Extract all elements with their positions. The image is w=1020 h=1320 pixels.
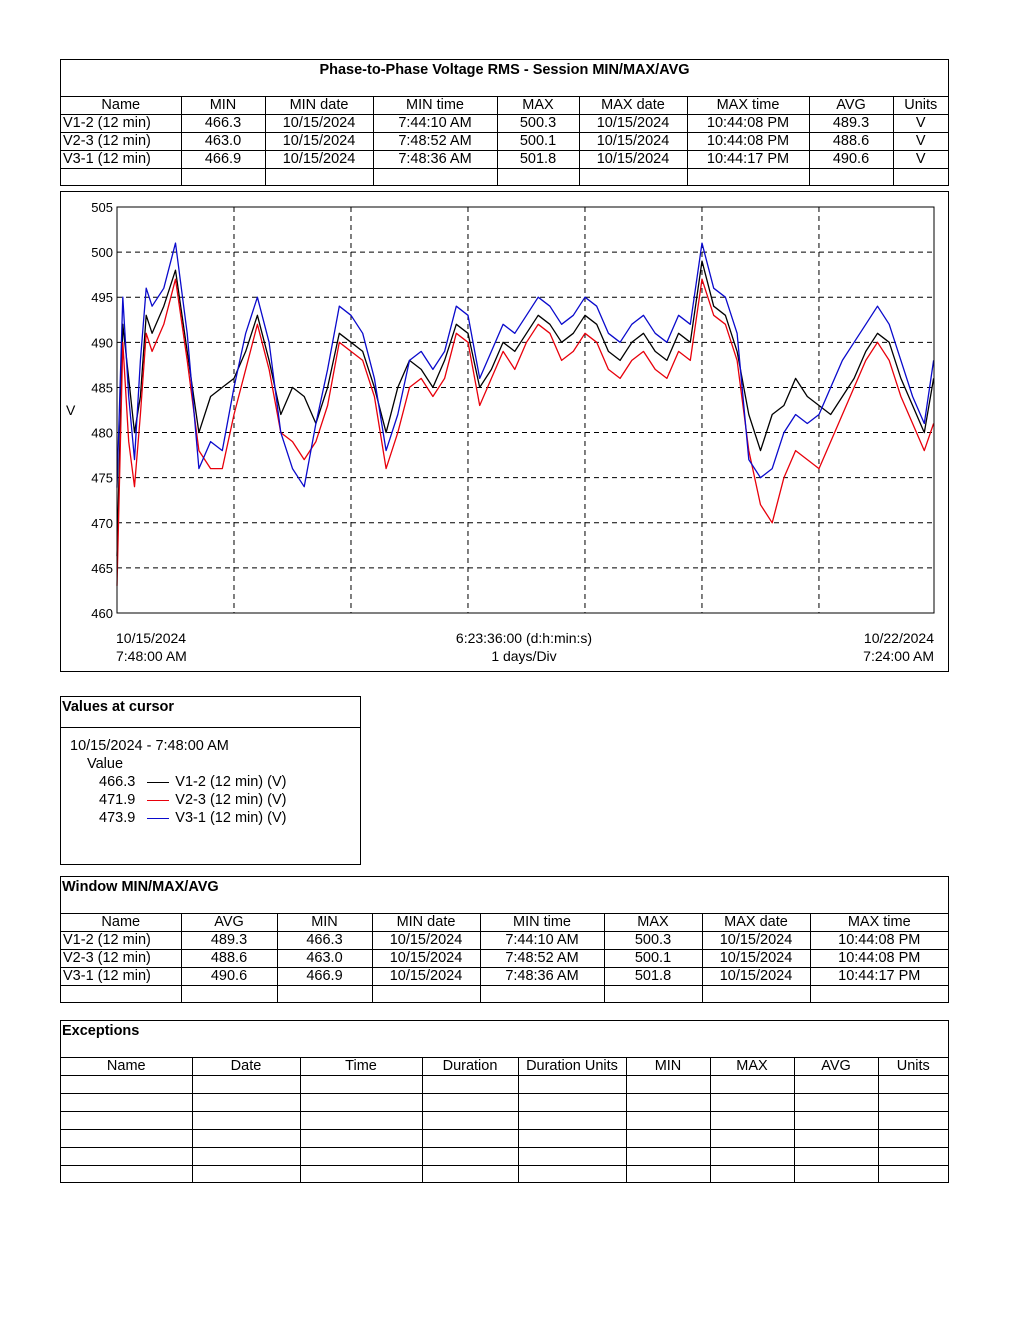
x-division-label: 1 days/Div bbox=[491, 648, 557, 664]
session-table bbox=[61, 96, 948, 186]
window-cell: 500.3 bbox=[604, 932, 702, 950]
voltage-chart bbox=[61, 192, 948, 671]
session-col-header: MIN time bbox=[373, 97, 497, 115]
exceptions-cell bbox=[794, 1130, 878, 1148]
session-cell: V1-2 (12 min) bbox=[61, 115, 181, 133]
session-row bbox=[61, 133, 948, 151]
session-col-header: AVG bbox=[809, 97, 893, 115]
exceptions-cell bbox=[61, 1166, 192, 1184]
window-cell: 501.8 bbox=[604, 968, 702, 986]
plot-frame bbox=[117, 207, 934, 613]
session-cell: 500.1 bbox=[497, 133, 579, 151]
window-cell: 10/15/2024 bbox=[702, 950, 810, 968]
window-cell: 7:48:36 AM bbox=[480, 968, 604, 986]
window-col-header: Name bbox=[61, 914, 181, 932]
exceptions-cell bbox=[192, 1094, 300, 1112]
cursor-value-header: Value bbox=[87, 756, 124, 772]
session-cell: 10:44:08 PM bbox=[687, 115, 809, 133]
window-row bbox=[61, 986, 948, 1004]
exceptions-cell bbox=[878, 1166, 948, 1184]
session-cell: V bbox=[893, 151, 948, 169]
cursor-series-label: V1-2 (12 min) (V) bbox=[175, 774, 287, 790]
window-cell bbox=[480, 986, 604, 1004]
window-cell: 463.0 bbox=[277, 950, 372, 968]
exceptions-row bbox=[61, 1148, 948, 1166]
exceptions-row bbox=[61, 1094, 948, 1112]
session-cell: 10/15/2024 bbox=[579, 115, 687, 133]
session-panel bbox=[60, 59, 949, 186]
session-cell: 488.6 bbox=[809, 133, 893, 151]
cursor-value: 471.9 bbox=[99, 792, 136, 808]
session-col-header: MAX date bbox=[579, 97, 687, 115]
session-cell bbox=[687, 169, 809, 187]
exceptions-cell bbox=[61, 1148, 192, 1166]
exceptions-row bbox=[61, 1130, 948, 1148]
session-col-header: MAX bbox=[497, 97, 579, 115]
cursor-value: 466.3 bbox=[99, 774, 136, 790]
window-cell: 10:44:08 PM bbox=[810, 932, 948, 950]
window-cell: V3-1 (12 min) bbox=[61, 968, 181, 986]
window-cell bbox=[810, 986, 948, 1004]
exceptions-col-header: MAX bbox=[710, 1058, 794, 1076]
cursor-timestamp: 10/15/2024 - 7:48:00 AM bbox=[70, 738, 229, 754]
x-end-time: 7:24:00 AM bbox=[863, 648, 934, 664]
session-cell bbox=[579, 169, 687, 187]
exceptions-cell bbox=[518, 1112, 626, 1130]
window-cell bbox=[277, 986, 372, 1004]
exceptions-col-header: Date bbox=[192, 1058, 300, 1076]
session-cell: 501.8 bbox=[497, 151, 579, 169]
cursor-series-row bbox=[99, 774, 287, 790]
window-cell: 500.1 bbox=[604, 950, 702, 968]
exceptions-cell bbox=[794, 1166, 878, 1184]
exceptions-cell bbox=[518, 1094, 626, 1112]
exceptions-cell bbox=[626, 1166, 710, 1184]
legend-swatch bbox=[147, 800, 169, 801]
exceptions-col-header: Duration bbox=[422, 1058, 518, 1076]
session-cell: 10/15/2024 bbox=[265, 151, 373, 169]
exceptions-cell bbox=[192, 1166, 300, 1184]
window-cell bbox=[702, 986, 810, 1004]
session-cell: V2-3 (12 min) bbox=[61, 133, 181, 151]
exceptions-col-header: MIN bbox=[626, 1058, 710, 1076]
x-start-date: 10/15/2024 bbox=[116, 630, 187, 646]
session-cell: 500.3 bbox=[497, 115, 579, 133]
exceptions-cell bbox=[300, 1076, 422, 1094]
session-cell: 7:48:36 AM bbox=[373, 151, 497, 169]
session-col-header: MAX time bbox=[687, 97, 809, 115]
window-cell bbox=[61, 986, 181, 1004]
window-cell bbox=[181, 986, 277, 1004]
exceptions-cell bbox=[192, 1130, 300, 1148]
session-col-header: Name bbox=[61, 97, 181, 115]
session-cell: 10/15/2024 bbox=[265, 133, 373, 151]
exceptions-cell bbox=[794, 1112, 878, 1130]
window-col-header: MIN bbox=[277, 914, 372, 932]
cursor-value: 473.9 bbox=[99, 810, 136, 826]
y-tick-label: 470 bbox=[91, 515, 113, 531]
y-ticks bbox=[91, 200, 113, 621]
exceptions-cell bbox=[710, 1094, 794, 1112]
cursor-series-row bbox=[99, 792, 287, 808]
exceptions-cell bbox=[878, 1076, 948, 1094]
exceptions-cell bbox=[300, 1148, 422, 1166]
exceptions-cell bbox=[518, 1166, 626, 1184]
y-tick-label: 460 bbox=[91, 606, 113, 621]
exceptions-row bbox=[61, 1076, 948, 1094]
exceptions-col-header: AVG bbox=[794, 1058, 878, 1076]
session-row bbox=[61, 169, 948, 187]
session-cell: 10/15/2024 bbox=[265, 115, 373, 133]
session-cell: 7:48:52 AM bbox=[373, 133, 497, 151]
exceptions-cell bbox=[878, 1094, 948, 1112]
session-cell: 463.0 bbox=[181, 133, 265, 151]
session-cell bbox=[809, 169, 893, 187]
exceptions-cell bbox=[300, 1166, 422, 1184]
exceptions-cell bbox=[878, 1148, 948, 1166]
exceptions-cell bbox=[61, 1076, 192, 1094]
legend-swatch bbox=[147, 818, 169, 819]
exceptions-cell bbox=[61, 1112, 192, 1130]
session-cell bbox=[265, 169, 373, 187]
exceptions-cell bbox=[626, 1094, 710, 1112]
session-cell: 10/15/2024 bbox=[579, 133, 687, 151]
y-tick-label: 475 bbox=[91, 470, 113, 486]
window-cell: 488.6 bbox=[181, 950, 277, 968]
exceptions-cell bbox=[422, 1112, 518, 1130]
legend-swatch bbox=[147, 782, 169, 783]
window-cell: 10/15/2024 bbox=[372, 950, 480, 968]
exceptions-cell bbox=[794, 1094, 878, 1112]
cursor-series-label: V2-3 (12 min) (V) bbox=[175, 792, 287, 808]
exceptions-cell bbox=[710, 1076, 794, 1094]
window-cell bbox=[372, 986, 480, 1004]
exceptions-cell bbox=[300, 1094, 422, 1112]
exceptions-col-header: Name bbox=[61, 1058, 192, 1076]
exceptions-cell bbox=[300, 1112, 422, 1130]
exceptions-cell bbox=[518, 1130, 626, 1148]
window-row bbox=[61, 968, 948, 986]
exceptions-cell bbox=[626, 1148, 710, 1166]
y-tick-label: 465 bbox=[91, 560, 113, 576]
exceptions-table bbox=[61, 1057, 948, 1183]
session-cell: V3-1 (12 min) bbox=[61, 151, 181, 169]
exceptions-cell bbox=[422, 1130, 518, 1148]
exceptions-cell bbox=[422, 1094, 518, 1112]
exceptions-col-header: Duration Units bbox=[518, 1058, 626, 1076]
session-cell bbox=[373, 169, 497, 187]
window-col-header: MIN date bbox=[372, 914, 480, 932]
session-cell bbox=[893, 169, 948, 187]
exceptions-cell bbox=[61, 1094, 192, 1112]
exceptions-cell bbox=[61, 1130, 192, 1148]
y-axis-label: V bbox=[66, 402, 76, 418]
exceptions-col-header: Units bbox=[878, 1058, 948, 1076]
exceptions-cell bbox=[626, 1112, 710, 1130]
exceptions-cell bbox=[192, 1076, 300, 1094]
exceptions-cell bbox=[710, 1112, 794, 1130]
exceptions-panel bbox=[60, 1020, 949, 1183]
window-col-header: MAX time bbox=[810, 914, 948, 932]
window-cell: 489.3 bbox=[181, 932, 277, 950]
chart-grid bbox=[117, 207, 934, 613]
window-col-header: AVG bbox=[181, 914, 277, 932]
session-cell: 7:44:10 AM bbox=[373, 115, 497, 133]
chart-panel bbox=[60, 191, 949, 672]
exceptions-cell bbox=[422, 1148, 518, 1166]
session-cell: 10:44:08 PM bbox=[687, 133, 809, 151]
session-col-header: MIN date bbox=[265, 97, 373, 115]
session-cell: 490.6 bbox=[809, 151, 893, 169]
window-cell: 10:44:17 PM bbox=[810, 968, 948, 986]
x-start-time: 7:48:00 AM bbox=[116, 648, 187, 664]
session-cell bbox=[497, 169, 579, 187]
exceptions-cell bbox=[794, 1076, 878, 1094]
exceptions-cell bbox=[300, 1130, 422, 1148]
y-tick-label: 500 bbox=[91, 245, 113, 261]
session-cell: 10:44:17 PM bbox=[687, 151, 809, 169]
exceptions-cell bbox=[710, 1130, 794, 1148]
window-cell bbox=[604, 986, 702, 1004]
session-row bbox=[61, 151, 948, 169]
window-col-header: MAX date bbox=[702, 914, 810, 932]
x-end-date: 10/22/2024 bbox=[863, 630, 934, 646]
window-table bbox=[61, 913, 948, 1003]
cursor-title: Values at cursor bbox=[61, 697, 360, 728]
window-cell: 10/15/2024 bbox=[702, 932, 810, 950]
window-row bbox=[61, 950, 948, 968]
cursor-series-row bbox=[99, 810, 287, 826]
session-cell bbox=[181, 169, 265, 187]
y-tick-label: 490 bbox=[91, 335, 113, 351]
y-tick-label: 505 bbox=[91, 200, 113, 215]
exceptions-cell bbox=[710, 1166, 794, 1184]
exceptions-title: Exceptions bbox=[62, 1023, 140, 1039]
window-cell: V2-3 (12 min) bbox=[61, 950, 181, 968]
chart-series bbox=[117, 243, 934, 586]
session-title: Phase-to-Phase Voltage RMS - Session MIN/MAX/AVG bbox=[319, 62, 690, 78]
window-cell: V1-2 (12 min) bbox=[61, 932, 181, 950]
session-row bbox=[61, 115, 948, 133]
session-cell: V bbox=[893, 115, 948, 133]
window-cell: 7:48:52 AM bbox=[480, 950, 604, 968]
window-row bbox=[61, 932, 948, 950]
window-cell: 466.3 bbox=[277, 932, 372, 950]
exceptions-cell bbox=[626, 1076, 710, 1094]
exceptions-cell bbox=[710, 1148, 794, 1166]
exceptions-cell bbox=[878, 1112, 948, 1130]
window-cell: 10/15/2024 bbox=[372, 968, 480, 986]
session-cell: 10/15/2024 bbox=[579, 151, 687, 169]
exceptions-cell bbox=[192, 1112, 300, 1130]
window-col-header: MIN time bbox=[480, 914, 604, 932]
window-cell: 10:44:08 PM bbox=[810, 950, 948, 968]
cursor-panel bbox=[60, 696, 361, 865]
session-cell: 489.3 bbox=[809, 115, 893, 133]
exceptions-cell bbox=[192, 1148, 300, 1166]
exceptions-cell bbox=[422, 1166, 518, 1184]
session-cell: V bbox=[893, 133, 948, 151]
exceptions-cell bbox=[518, 1148, 626, 1166]
window-panel bbox=[60, 876, 949, 1003]
x-span-label: 6:23:36:00 (d:h:min:s) bbox=[455, 630, 593, 646]
series-line-v1-2 bbox=[117, 261, 934, 556]
y-tick-label: 495 bbox=[91, 290, 113, 306]
exceptions-cell bbox=[794, 1148, 878, 1166]
window-cell: 466.9 bbox=[277, 968, 372, 986]
exceptions-cell bbox=[518, 1076, 626, 1094]
session-cell bbox=[61, 169, 181, 187]
window-cell: 7:44:10 AM bbox=[480, 932, 604, 950]
window-col-header: MAX bbox=[604, 914, 702, 932]
y-tick-label: 480 bbox=[91, 425, 113, 441]
y-tick-label: 485 bbox=[91, 380, 113, 396]
window-title: Window MIN/MAX/AVG bbox=[62, 879, 219, 895]
exceptions-cell bbox=[878, 1130, 948, 1148]
exceptions-row bbox=[61, 1112, 948, 1130]
exceptions-cell bbox=[626, 1130, 710, 1148]
cursor-series-label: V3-1 (12 min) (V) bbox=[175, 810, 287, 826]
window-cell: 10/15/2024 bbox=[702, 968, 810, 986]
session-col-header: Units bbox=[893, 97, 948, 115]
session-col-header: MIN bbox=[181, 97, 265, 115]
session-cell: 466.3 bbox=[181, 115, 265, 133]
exceptions-cell bbox=[422, 1076, 518, 1094]
session-cell: 466.9 bbox=[181, 151, 265, 169]
exceptions-col-header: Time bbox=[300, 1058, 422, 1076]
window-cell: 10/15/2024 bbox=[372, 932, 480, 950]
exceptions-row bbox=[61, 1166, 948, 1184]
window-cell: 490.6 bbox=[181, 968, 277, 986]
